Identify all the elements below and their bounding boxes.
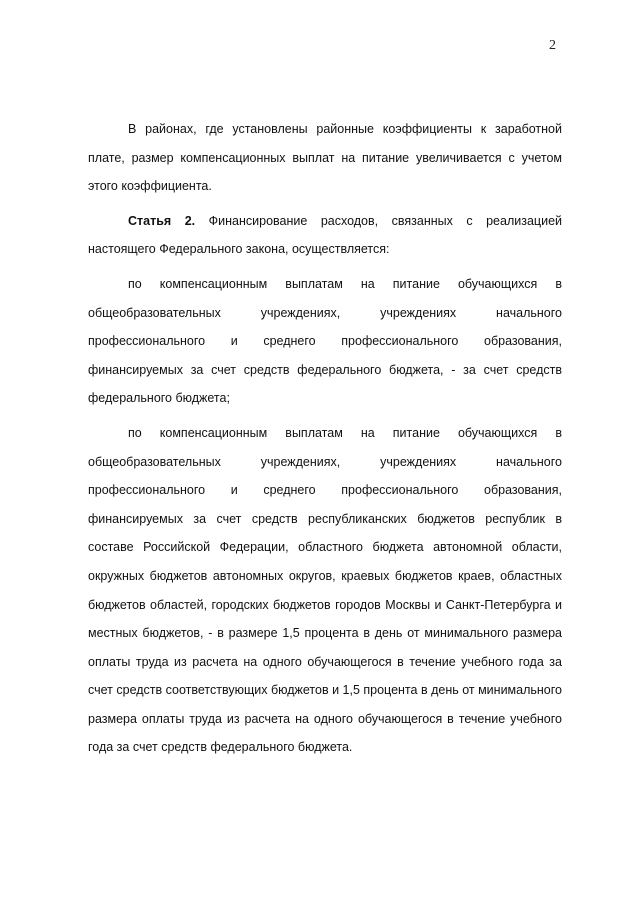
document-body: [88, 115, 562, 762]
paragraph-article-2: [88, 207, 562, 264]
article-2-label: Статья 2.: [128, 213, 196, 228]
paragraph-federal-budget-funding: по компенсационным выплатам на питание обучающихся в общеобразовательных учреждениях, учреждениях начального профессионального и среднего профессионального образования, финансируемых за счет средств федерального бюджета, - за счет средств федерального бюджета;: [88, 276, 562, 406]
paragraph-regional-coefficients: В районах, где установлены районные коэффициенты к заработной плате, размер компенсационных выплат на питание увеличивается с учетом этого коэффициента.: [88, 122, 562, 194]
paragraph-regional-budget-funding: по компенсационным выплатам на питание обучающихся в общеобразовательных учреждениях, учреждениях начального профессионального и среднего профессионального образования, финансируемых за счет средств республиканских бюджетов республик в составе Российской Федерации, областного бюджета автономной области, окружных бюджетов автономных округов, краевых бюджетов краев, областных бюджетов областей, городских бюджетов городов Москвы и Санкт-Петербурга и местных бюджетов, - в размере 1,5 процента в день от минимального размера оплаты труда из расчета на одного обучающегося в течение учебного года за счет средств соответствующих бюджетов и 1,5 процента в день от минимального размера оплаты труда из расчета на одного обучающегося в течение учебного года за счет средств федерального бюджета.: [88, 425, 562, 755]
article-2-text: Финансирование расходов, связанных с реализацией настоящего Федерального закона, осуществляется:: [88, 213, 563, 257]
page-number: 2: [549, 38, 556, 53]
